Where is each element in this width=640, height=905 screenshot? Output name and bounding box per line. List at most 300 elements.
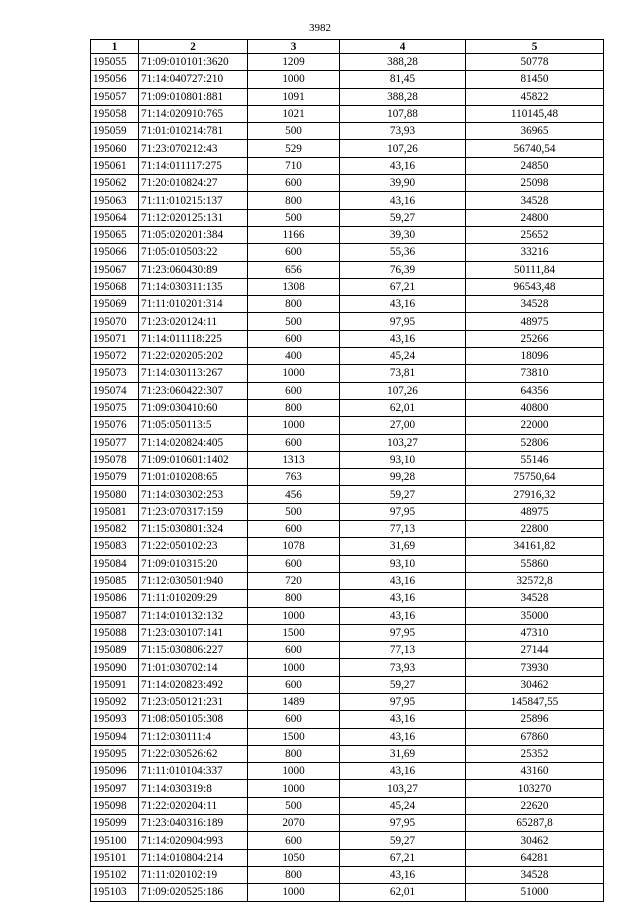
total-value: 27916,32 (466, 486, 604, 503)
row-number: 195082 (91, 521, 139, 538)
table-row (91, 365, 604, 382)
total-value: 73930 (466, 659, 604, 676)
area-value: 800 (248, 296, 340, 313)
table-row (91, 348, 604, 365)
row-number: 195068 (91, 278, 139, 295)
header-row (91, 40, 604, 54)
table-row (91, 642, 604, 659)
total-value: 34528 (466, 590, 604, 607)
cadastral-number: 71:23:060422:307 (139, 382, 248, 399)
table-row (91, 451, 604, 468)
cadastral-number: 71:23:070212:43 (139, 140, 248, 157)
area-value: 600 (248, 555, 340, 572)
table-row (91, 832, 604, 849)
row-number: 195091 (91, 676, 139, 693)
rate-value: 73,81 (340, 365, 466, 382)
cadastral-number: 71:09:020525:186 (139, 884, 248, 901)
row-number: 195058 (91, 105, 139, 122)
row-number: 195070 (91, 313, 139, 330)
rate-value: 43,16 (340, 192, 466, 209)
cadastral-number: 71:14:040727:210 (139, 71, 248, 88)
table-row (91, 607, 604, 624)
total-value: 24800 (466, 209, 604, 226)
area-value: 500 (248, 123, 340, 140)
row-number: 195087 (91, 607, 139, 624)
table-row (91, 313, 604, 330)
area-value: 1000 (248, 884, 340, 901)
row-number: 195078 (91, 451, 139, 468)
cadastral-number: 71:22:020205:202 (139, 348, 248, 365)
total-value: 24850 (466, 157, 604, 174)
total-value: 30462 (466, 676, 604, 693)
row-number: 195092 (91, 693, 139, 710)
area-value: 763 (248, 469, 340, 486)
cadastral-number: 71:14:030311:135 (139, 278, 248, 295)
area-value: 1091 (248, 88, 340, 105)
area-value: 600 (248, 330, 340, 347)
cadastral-number: 71:12:030111:4 (139, 728, 248, 745)
table-row (91, 728, 604, 745)
rate-value: 99,28 (340, 469, 466, 486)
rate-value: 97,95 (340, 815, 466, 832)
total-value: 22000 (466, 417, 604, 434)
total-value: 56740,54 (466, 140, 604, 157)
area-value: 1000 (248, 763, 340, 780)
row-number: 195057 (91, 88, 139, 105)
table-row (91, 486, 604, 503)
rate-value: 59,27 (340, 486, 466, 503)
cadastral-number: 71:11:020102:19 (139, 866, 248, 883)
table-row (91, 676, 604, 693)
area-value: 656 (248, 261, 340, 278)
area-value: 1000 (248, 607, 340, 624)
row-number: 195093 (91, 711, 139, 728)
area-value: 600 (248, 832, 340, 849)
area-value: 600 (248, 382, 340, 399)
total-value: 25266 (466, 330, 604, 347)
cadastral-number: 71:09:010801:881 (139, 88, 248, 105)
row-number: 195089 (91, 642, 139, 659)
area-value: 600 (248, 434, 340, 451)
rate-value: 67,21 (340, 278, 466, 295)
total-value: 64281 (466, 849, 604, 866)
table-row (91, 503, 604, 520)
table-row (91, 399, 604, 416)
cadastral-number: 71:14:020910:765 (139, 105, 248, 122)
total-value: 55860 (466, 555, 604, 572)
total-value: 50111,84 (466, 261, 604, 278)
area-value: 1500 (248, 624, 340, 641)
cadastral-number: 71:12:030501:940 (139, 572, 248, 589)
rate-value: 43,16 (340, 157, 466, 174)
rate-value: 107,26 (340, 382, 466, 399)
total-value: 25896 (466, 711, 604, 728)
rate-value: 62,01 (340, 399, 466, 416)
area-value: 600 (248, 175, 340, 192)
table-row (91, 417, 604, 434)
row-number: 195103 (91, 884, 139, 901)
table-row (91, 849, 604, 866)
cadastral-number: 71:23:030107:141 (139, 624, 248, 641)
total-value: 43160 (466, 763, 604, 780)
total-value: 33216 (466, 244, 604, 261)
area-value: 600 (248, 711, 340, 728)
total-value: 67860 (466, 728, 604, 745)
rate-value: 97,95 (340, 313, 466, 330)
area-value: 500 (248, 797, 340, 814)
rate-value: 31,69 (340, 538, 466, 555)
table-row (91, 555, 604, 572)
total-value: 45822 (466, 88, 604, 105)
area-value: 600 (248, 244, 340, 261)
rate-value: 93,10 (340, 451, 466, 468)
area-value: 400 (248, 348, 340, 365)
total-value: 36965 (466, 123, 604, 140)
area-value: 529 (248, 140, 340, 157)
area-value: 500 (248, 313, 340, 330)
table-row (91, 157, 604, 174)
rate-value: 97,95 (340, 503, 466, 520)
table-row (91, 192, 604, 209)
table-row (91, 884, 604, 901)
rate-value: 45,24 (340, 797, 466, 814)
total-value: 48975 (466, 503, 604, 520)
area-value: 1000 (248, 780, 340, 797)
total-value: 27144 (466, 642, 604, 659)
table-row (91, 88, 604, 105)
registry-table (90, 39, 604, 902)
table-row (91, 244, 604, 261)
row-number: 195055 (91, 54, 139, 71)
cadastral-number: 71:14:020904:993 (139, 832, 248, 849)
rate-value: 55,36 (340, 244, 466, 261)
table-row (91, 105, 604, 122)
cadastral-number: 71:12:020125:131 (139, 209, 248, 226)
row-number: 195084 (91, 555, 139, 572)
total-value: 22800 (466, 521, 604, 538)
area-value: 456 (248, 486, 340, 503)
table-body (91, 54, 604, 902)
rate-value: 388,28 (340, 54, 466, 71)
row-number: 195079 (91, 469, 139, 486)
rate-value: 59,27 (340, 209, 466, 226)
table-row (91, 538, 604, 555)
total-value: 35000 (466, 607, 604, 624)
area-value: 800 (248, 399, 340, 416)
table-row (91, 330, 604, 347)
rate-value: 59,27 (340, 832, 466, 849)
row-number: 195064 (91, 209, 139, 226)
table-row (91, 71, 604, 88)
area-value: 1000 (248, 365, 340, 382)
row-number: 195060 (91, 140, 139, 157)
cadastral-number: 71:14:010804:214 (139, 849, 248, 866)
area-value: 2070 (248, 815, 340, 832)
cadastral-number: 71:09:010601:1402 (139, 451, 248, 468)
total-value: 25098 (466, 175, 604, 192)
area-value: 600 (248, 521, 340, 538)
area-value: 500 (248, 503, 340, 520)
table-row (91, 209, 604, 226)
column-header-4: 4 (340, 40, 466, 54)
area-value: 800 (248, 866, 340, 883)
rate-value: 73,93 (340, 659, 466, 676)
cadastral-number: 71:14:030319:8 (139, 780, 248, 797)
row-number: 195081 (91, 503, 139, 520)
area-value: 1313 (248, 451, 340, 468)
area-value: 1050 (248, 849, 340, 866)
row-number: 195077 (91, 434, 139, 451)
row-number: 195062 (91, 175, 139, 192)
row-number: 195085 (91, 572, 139, 589)
total-value: 73810 (466, 365, 604, 382)
cadastral-number: 71:20:010824:27 (139, 175, 248, 192)
total-value: 48975 (466, 313, 604, 330)
cadastral-number: 71:01:010208:65 (139, 469, 248, 486)
total-value: 40800 (466, 399, 604, 416)
row-number: 195065 (91, 226, 139, 243)
cadastral-number: 71:14:030113:267 (139, 365, 248, 382)
area-value: 1000 (248, 659, 340, 676)
rate-value: 43,16 (340, 590, 466, 607)
cadastral-number: 71:23:020124:11 (139, 313, 248, 330)
rate-value: 43,16 (340, 296, 466, 313)
total-value: 30462 (466, 832, 604, 849)
rate-value: 81,45 (340, 71, 466, 88)
total-value: 51000 (466, 884, 604, 901)
total-value: 22620 (466, 797, 604, 814)
row-number: 195071 (91, 330, 139, 347)
rate-value: 76,39 (340, 261, 466, 278)
rate-value: 45,24 (340, 348, 466, 365)
row-number: 195066 (91, 244, 139, 261)
rate-value: 103,27 (340, 434, 466, 451)
table-row (91, 866, 604, 883)
rate-value: 43,16 (340, 572, 466, 589)
rate-value: 27,00 (340, 417, 466, 434)
rate-value: 73,93 (340, 123, 466, 140)
total-value: 81450 (466, 71, 604, 88)
rate-value: 43,16 (340, 866, 466, 883)
area-value: 1000 (248, 417, 340, 434)
table-row (91, 797, 604, 814)
cadastral-number: 71:23:050121:231 (139, 693, 248, 710)
area-value: 500 (248, 209, 340, 226)
row-number: 195096 (91, 763, 139, 780)
table-row (91, 226, 604, 243)
rate-value: 39,90 (340, 175, 466, 192)
table-row (91, 624, 604, 641)
area-value: 600 (248, 642, 340, 659)
table-row (91, 815, 604, 832)
area-value: 800 (248, 590, 340, 607)
rate-value: 31,69 (340, 745, 466, 762)
cadastral-number: 71:11:010201:314 (139, 296, 248, 313)
row-number: 195102 (91, 866, 139, 883)
rate-value: 93,10 (340, 555, 466, 572)
row-number: 195101 (91, 849, 139, 866)
total-value: 25352 (466, 745, 604, 762)
cadastral-number: 71:22:020204:11 (139, 797, 248, 814)
rate-value: 59,27 (340, 676, 466, 693)
table-row (91, 140, 604, 157)
row-number: 195083 (91, 538, 139, 555)
total-value: 65287,8 (466, 815, 604, 832)
table-row (91, 123, 604, 140)
cadastral-number: 71:14:020823:492 (139, 676, 248, 693)
table-row (91, 261, 604, 278)
table-row (91, 278, 604, 295)
cadastral-number: 71:05:050113:5 (139, 417, 248, 434)
table-row (91, 521, 604, 538)
row-number: 195059 (91, 123, 139, 140)
cadastral-number: 71:09:010315:20 (139, 555, 248, 572)
area-value: 1308 (248, 278, 340, 295)
row-number: 195097 (91, 780, 139, 797)
cadastral-number: 71:09:030410:60 (139, 399, 248, 416)
table-row (91, 54, 604, 71)
total-value: 55146 (466, 451, 604, 468)
row-number: 195088 (91, 624, 139, 641)
row-number: 195098 (91, 797, 139, 814)
cadastral-number: 71:11:010215:137 (139, 192, 248, 209)
area-value: 800 (248, 192, 340, 209)
table-row (91, 745, 604, 762)
total-value: 103270 (466, 780, 604, 797)
area-value: 720 (248, 572, 340, 589)
cadastral-number: 71:11:010104:337 (139, 763, 248, 780)
column-header-5: 5 (466, 40, 604, 54)
cadastral-number: 71:14:020824:405 (139, 434, 248, 451)
table-row (91, 763, 604, 780)
row-number: 195099 (91, 815, 139, 832)
row-number: 195074 (91, 382, 139, 399)
cadastral-number: 71:05:010503:22 (139, 244, 248, 261)
table-row (91, 590, 604, 607)
table-row (91, 469, 604, 486)
total-value: 64356 (466, 382, 604, 399)
total-value: 18096 (466, 348, 604, 365)
column-header-1: 1 (91, 40, 139, 54)
cadastral-number: 71:08:050105:308 (139, 711, 248, 728)
cadastral-number: 71:01:010214:781 (139, 123, 248, 140)
rate-value: 43,16 (340, 607, 466, 624)
table-header (91, 40, 604, 54)
table-row (91, 434, 604, 451)
rate-value: 39,30 (340, 226, 466, 243)
cadastral-number: 71:11:010209:29 (139, 590, 248, 607)
row-number: 195094 (91, 728, 139, 745)
total-value: 52806 (466, 434, 604, 451)
rate-value: 43,16 (340, 763, 466, 780)
total-value: 25652 (466, 226, 604, 243)
table-row (91, 780, 604, 797)
rate-value: 107,88 (340, 105, 466, 122)
table-row (91, 382, 604, 399)
cadastral-number: 71:23:070317:159 (139, 503, 248, 520)
rate-value: 67,21 (340, 849, 466, 866)
rate-value: 103,27 (340, 780, 466, 797)
row-number: 195067 (91, 261, 139, 278)
row-number: 195061 (91, 157, 139, 174)
rate-value: 97,95 (340, 624, 466, 641)
cadastral-number: 71:23:060430:89 (139, 261, 248, 278)
total-value: 50778 (466, 54, 604, 71)
row-number: 195090 (91, 659, 139, 676)
row-number: 195063 (91, 192, 139, 209)
total-value: 96543,48 (466, 278, 604, 295)
page-number: 3982 (309, 22, 331, 34)
row-number: 195069 (91, 296, 139, 313)
total-value: 47310 (466, 624, 604, 641)
cadastral-number: 71:14:011117:275 (139, 157, 248, 174)
row-number: 195072 (91, 348, 139, 365)
rate-value: 62,01 (340, 884, 466, 901)
total-value: 110145,48 (466, 105, 604, 122)
cadastral-number: 71:09:010101:3620 (139, 54, 248, 71)
cadastral-number: 71:22:050102:23 (139, 538, 248, 555)
area-value: 600 (248, 676, 340, 693)
row-number: 195095 (91, 745, 139, 762)
total-value: 34528 (466, 192, 604, 209)
column-header-2: 2 (139, 40, 248, 54)
cadastral-number: 71:23:040316:189 (139, 815, 248, 832)
table-row (91, 711, 604, 728)
rate-value: 43,16 (340, 711, 466, 728)
row-number: 195080 (91, 486, 139, 503)
row-number: 195056 (91, 71, 139, 88)
cadastral-number: 71:05:020201:384 (139, 226, 248, 243)
table-row (91, 296, 604, 313)
table-row (91, 175, 604, 192)
area-value: 710 (248, 157, 340, 174)
rate-value: 43,16 (340, 728, 466, 745)
total-value: 34161,82 (466, 538, 604, 555)
area-value: 1489 (248, 693, 340, 710)
row-number: 195086 (91, 590, 139, 607)
total-value: 34528 (466, 296, 604, 313)
area-value: 1021 (248, 105, 340, 122)
area-value: 1078 (248, 538, 340, 555)
row-number: 195073 (91, 365, 139, 382)
table-row (91, 693, 604, 710)
cadastral-number: 71:15:030801:324 (139, 521, 248, 538)
table-row (91, 659, 604, 676)
cadastral-number: 71:15:030806:227 (139, 642, 248, 659)
cadastral-number: 71:14:030302:253 (139, 486, 248, 503)
cadastral-number: 71:22:030526:62 (139, 745, 248, 762)
cadastral-number: 71:14:010132:132 (139, 607, 248, 624)
area-value: 1500 (248, 728, 340, 745)
row-number: 195100 (91, 832, 139, 849)
table-row (91, 572, 604, 589)
cadastral-number: 71:14:011118:225 (139, 330, 248, 347)
area-value: 1000 (248, 71, 340, 88)
rate-value: 43,16 (340, 330, 466, 347)
cadastral-number: 71:01:030702:14 (139, 659, 248, 676)
row-number: 195076 (91, 417, 139, 434)
rate-value: 107,26 (340, 140, 466, 157)
column-header-3: 3 (248, 40, 340, 54)
total-value: 34528 (466, 866, 604, 883)
area-value: 800 (248, 745, 340, 762)
total-value: 145847,55 (466, 693, 604, 710)
rate-value: 77,13 (340, 521, 466, 538)
rate-value: 77,13 (340, 642, 466, 659)
area-value: 1166 (248, 226, 340, 243)
row-number: 195075 (91, 399, 139, 416)
rate-value: 97,95 (340, 693, 466, 710)
